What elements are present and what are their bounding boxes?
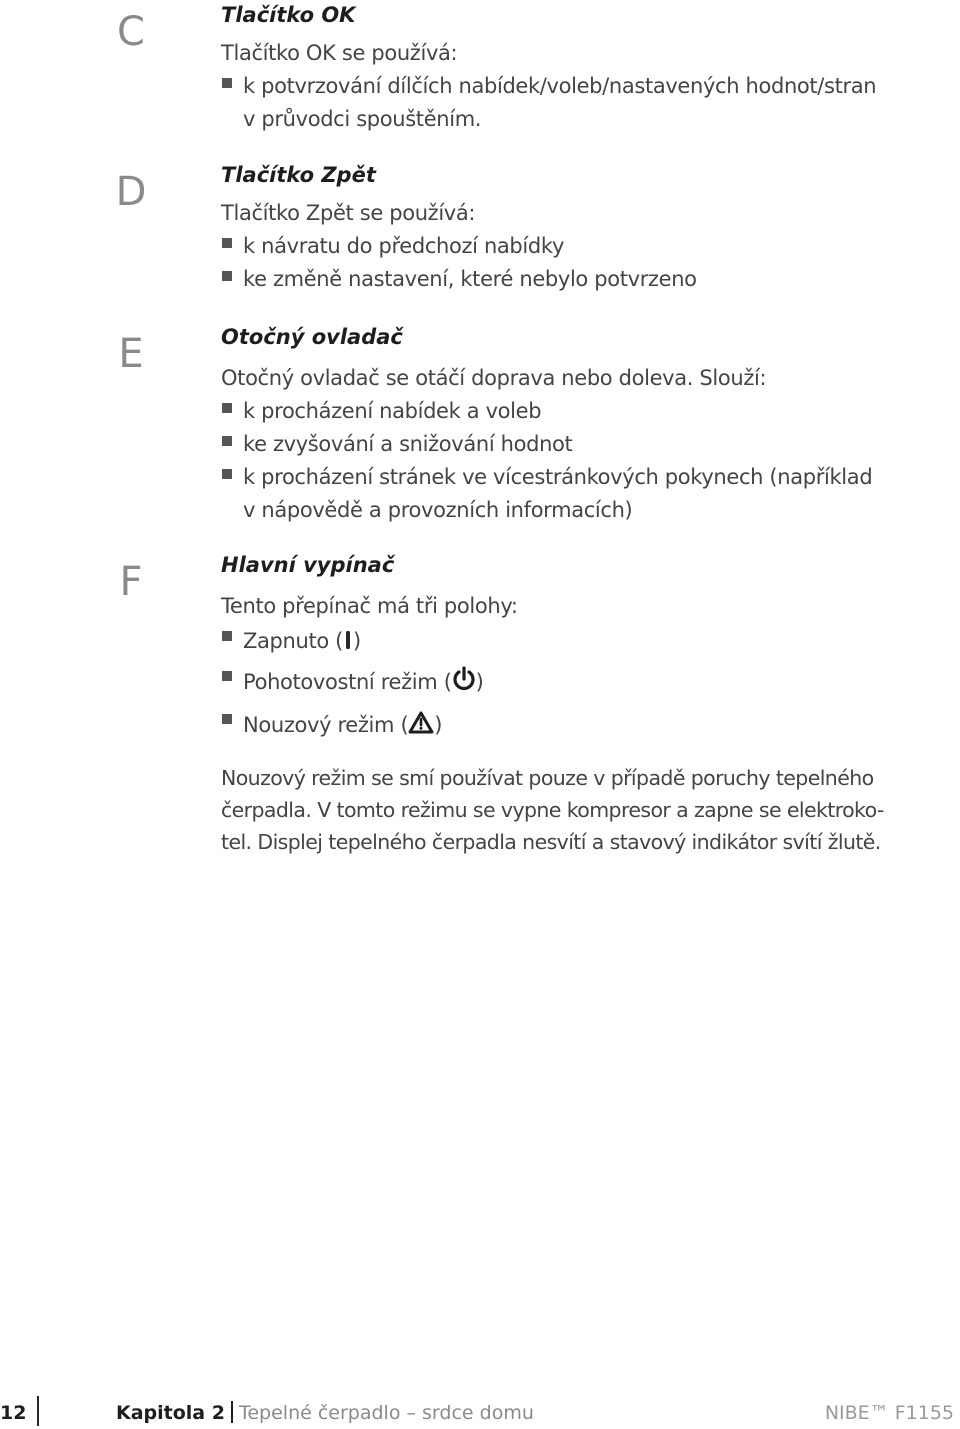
list-item-text: ke zvyšování a snižování hodnot: [243, 432, 573, 456]
square-bullet-icon: [222, 436, 232, 446]
emergency-note: [221, 762, 956, 858]
list-item-text-continued: v nápovědě a provozních informacích): [243, 498, 633, 522]
note-line: Nouzový režim se smí používat pouze v případě poruchy tepelného: [221, 766, 874, 790]
ok-list: [221, 70, 956, 136]
list-item-text: k procházení stránek ve vícestránkových pokynech (například: [243, 465, 873, 489]
list-item-text: k procházení nabídek a voleb: [243, 399, 542, 423]
switch-intro: Tento přepínač má tři polohy:: [221, 594, 518, 618]
list-item: [221, 395, 956, 428]
list-item: [221, 70, 956, 136]
back-intro: Tlačítko Zpět se používá:: [221, 201, 476, 225]
list-item: [221, 662, 956, 705]
square-bullet-icon: [222, 631, 232, 641]
emergency-triangle-icon: [408, 708, 434, 748]
list-item-text: k potvrzování dílčích nabídek/voleb/nastavených hodnot/stran: [243, 74, 877, 98]
list-item-text-end: ): [353, 629, 361, 653]
list-item-text: ke změně nastavení, které nebylo potvrzeno: [243, 267, 697, 291]
square-bullet-icon: [222, 671, 232, 681]
list-item: [221, 230, 956, 263]
heading-rotary-knob: Otočný ovladač: [221, 325, 403, 349]
section-main-switch: [221, 550, 956, 858]
square-bullet-icon: [222, 403, 232, 413]
chapter-info: [116, 1400, 534, 1426]
product-name: NIBE™ F1155: [824, 1402, 954, 1424]
list-item-text-continued: v průvodci spouštěním.: [243, 107, 482, 131]
page-number: 12: [0, 1402, 27, 1424]
back-list: [221, 230, 956, 296]
page-footer: [0, 1396, 960, 1429]
section-ok-button: [221, 0, 956, 136]
margin-letter-d: D: [115, 169, 147, 215]
list-item: [221, 623, 956, 662]
on-switch-icon: [343, 626, 353, 662]
list-item: [221, 428, 956, 461]
footer-divider: [37, 1396, 39, 1426]
heading-main-switch: Hlavní vypínač: [221, 553, 395, 577]
margin-letter-f: F: [119, 559, 143, 605]
list-item-text-end: ): [434, 713, 443, 737]
square-bullet-icon: [222, 238, 232, 248]
list-item: [221, 263, 956, 296]
note-line: tel. Displej tepelného čerpadla nesvítí a stavový indikátor svítí žlutě.: [221, 830, 881, 854]
switch-list: [221, 623, 956, 748]
list-item: [221, 705, 956, 748]
ok-intro: Tlačítko OK se používá:: [221, 41, 458, 65]
margin-letter-c: C: [117, 9, 145, 55]
heading-ok-button: Tlačítko OK: [221, 3, 356, 27]
list-item-text-end: ): [475, 670, 484, 694]
square-bullet-icon: [222, 469, 232, 479]
note-line: čerpadla. V tomto režimu se vypne kompresor a zapne se elektroko-: [221, 798, 884, 822]
square-bullet-icon: [222, 271, 232, 281]
square-bullet-icon: [222, 78, 232, 88]
heading-back-button: Tlačítko Zpět: [221, 163, 376, 187]
knob-intro: Otočný ovladač se otáčí doprava nebo doleva. Slouží:: [221, 366, 767, 390]
chapter-title: Tepelné čerpadlo – srdce domu: [238, 1402, 534, 1424]
standby-power-icon: [452, 665, 476, 705]
list-item-text: Pohotovostní režim (: [243, 670, 452, 694]
list-item-text: Zapnuto (: [243, 629, 344, 653]
chapter-label: Kapitola 2: [116, 1402, 225, 1424]
margin-letter-e: E: [118, 331, 144, 377]
knob-list: [221, 395, 956, 527]
section-back-button: [221, 160, 956, 296]
list-item-text: Nouzový režim (: [243, 713, 409, 737]
list-item-text: k návratu do předchozí nabídky: [243, 234, 565, 258]
chapter-separator: [231, 1401, 233, 1423]
list-item: [221, 461, 956, 527]
square-bullet-icon: [222, 714, 232, 724]
section-rotary-knob: [221, 322, 956, 527]
